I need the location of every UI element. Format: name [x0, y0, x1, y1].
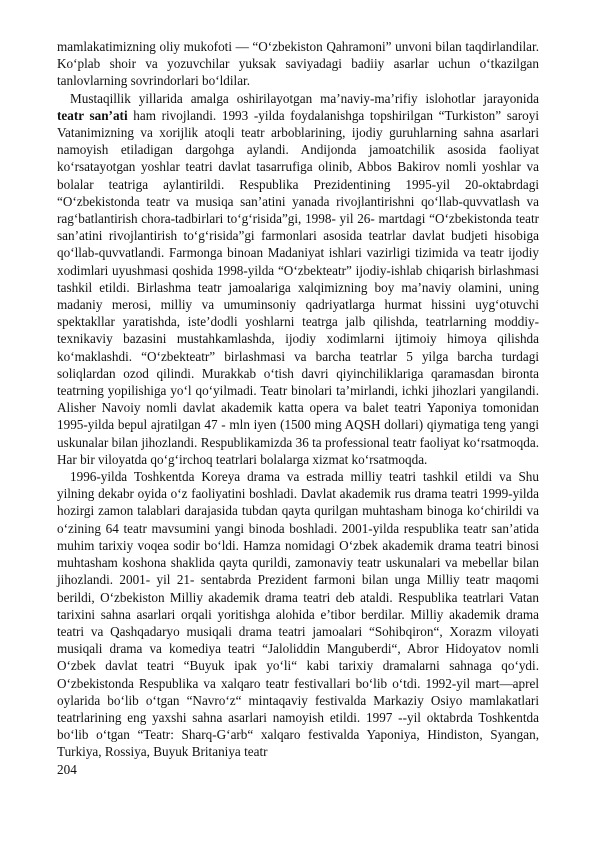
- page-number: 204: [57, 761, 77, 777]
- paragraph-3: 1996-yilda Toshkentda Koreya drama va estrada milliy teatri tashkil etildi va Shu yilning dekabr oyida o‘z faoliyatini boshladi. Davlat akademik rus drama teatri 1999-yilda hozirgi zamon talablari darajasida tubdan qayta qurilgan muhtasham binoga ko‘chirildi va o‘zining 64 teatr mavsumini yangi binoda boshladi. 2001-yilda respublika teatr san’atida muhim tarixiy voqea sodir bo‘ldi. Hamza nomidagi O‘zbek akademik drama teatri binosi muhtasham koshona shaklida qayta qurildi, zamonaviy teatr uskunalari va mebellar bilan jihozlandi. 2001- yil 21- sentabrda Prezident farmoni bilan unga Milliy teatr maqomi berildi, O‘zbekiston Milliy akademik drama teatri deb ataldi. Respublika teatrlari Vatan tarixini sahna asarlari orqali yoritishga alohida e’tibor berdilar. Milliy akademik drama teatri va Qashqadaryo musiqali drama teatri jamoalari “Sohibqiron“, Xorazm viloyati musiqali drama va komediya teatri “Jaloliddin Manguberdi“, Abror Hidoyatov nomli O‘zbek davlat teatri “Buyuk ipak yo‘li“ kabi tarixiy dramalarni sahnaga qo‘ydi. O‘zbekistonda Respublika va xalqaro teatr festivallari bo‘lib o‘tdi. 1992-yil mart—aprel oylarida bo‘lib o‘tgan “Navro‘z“ mintaqaviy festivalda Markaziy Osiyo mamlakatlari teatrlarining eng yaxshi sahna asarlari namoyish etildi. 1997 --yil oktabrda Toshkentda bo‘lib o‘tgan “Teatr: Sharq-G‘arb“ xalqaro festivalda Yaponiya, Hindiston, Syangan, Turkiya, Rossiya, Buyuk Britaniya teatr: [57, 469, 539, 760]
- paragraph-2-body: ham rivojlandi. 1993 -yilda foydalanishga topshirilgan “Turkiston” saroyi Vatanimizning va xorijlik atoqli teatr arboblarining, ijodiy guruhlarning sahna asarlari namoyish etiladigan dargohga aylandi. Andijonda jamoatchilik asosida faoliyat ko‘rsatayotgan yoshlar teatri davlat tasarrufiga olinib, Abbos Bakirov nomli yoshlar va bolalar teatriga aylantirildi. Respublika Prezidentining 1995-yil 20-oktabrdagi “O‘zbekistonda teatr va musiqa san’atini yanada rivojlantirishni qo‘llab-quvvatlash va rag‘batlantirish chora-tadbirlari to‘g‘risida”gi, 1998- yil 26- martdagi “O‘zbekistonda teatr san’atini rivojlantirish to‘g‘risida”gi farmonlari asosida teatrlar davlat budjeti hisobiga qo‘llab-quvvatlandi. Farmonga binoan Madaniyat ishlari vazirligi tizimida va teatr ijodiy xodimlari uyushmasi qoshida 1998-yilda “O‘zbekteatr” ijodiy-ishlab chiqarish birlashmasi tashkil etildi. Birlashma teatr jamoalariga xalqimizning boy ma’naviy olamini, uning madaniy merosi, milliy va umuminsoniy qadriyatlarga hurmat hissini uyg‘otuvchi spektakllar yaratishda, iste’dodli yoshlarni teatrga jalb qilishda, teatrlarning moddiy-texnikaviy bazasini mustahkamlashda, ijodiy xodimlarni ijtimoiy himoya qilishda ko‘maklashdi. “O‘zbekteatr” birlashmasi va barcha teatrlar 5 yilga barcha turdagi soliqlardan ozod qilindi. Murakkab o‘tish davri qiyinchiliklariga qaramasdan bironta teatrning yopilishiga yo‘l qo‘yilmadi. Teatr binolari ta’mirlandi, ichki jihozlari yangilandi. Alisher Navoiy nomli davlat akademik katta opera va balet teatri Yaponiya tomonidan 1995-yilda bepul ajratilgan 47 - mln iyen (1500 ming AQSH dollari) qiymatiga teng yangi uskunalar bilan jihozlandi. Respublikamizda 36 ta professional teatr faoliyat ko‘rsatmoqda. Har bir viloyatda qo‘g‘irchoq teatrlari bolalarga xizmat ko‘rsatmoqda.: [57, 107, 539, 467]
- paragraph-1: mamlakatimizning oliy mukofoti — “O‘zbekiston Qahramoni” unvoni bilan taqdirlandilar. Ko‘plab shoir va yozuvchilar yuksak saviyadagi badiiy asarlar uchun o‘tkazilgan tanlovlarning sovrindorlari bo‘ldilar.: [57, 39, 539, 89]
- document-page: [57, 38, 539, 778]
- paragraph-2-intro: Mustaqillik yillarida amalga oshirilayotgan ma’naviy-ma’rifiy islohotlar jarayonida: [70, 90, 539, 106]
- paragraph-2: [57, 90, 539, 468]
- bold-term-teatr-sanati: teatr san’ati: [57, 107, 128, 123]
